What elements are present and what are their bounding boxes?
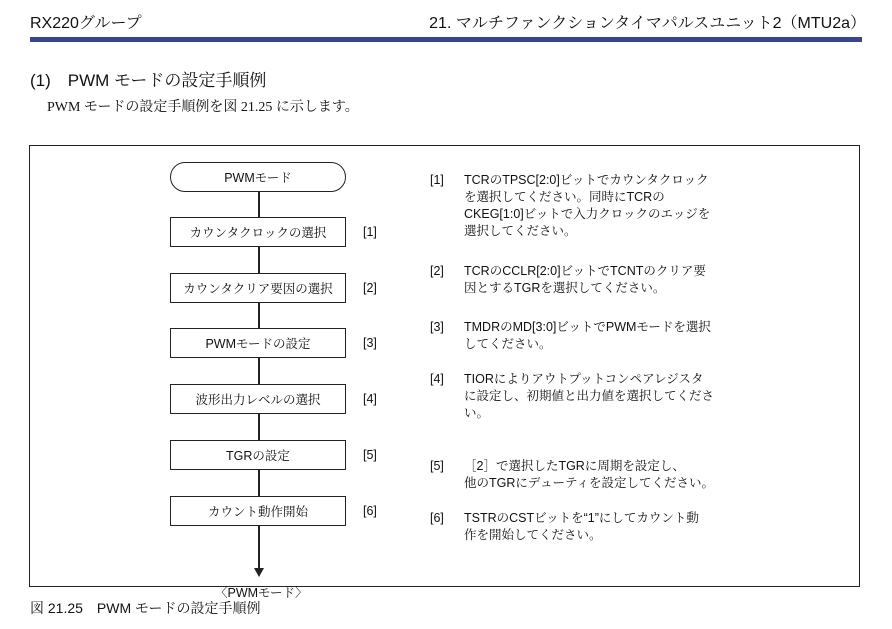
flow-step-number: [3]	[363, 336, 377, 350]
step-number: [6]	[430, 511, 444, 525]
step-line	[430, 371, 714, 388]
step-text: 他のTGRにデューティを設定してください。	[464, 476, 715, 490]
step-line	[430, 458, 714, 475]
header-product: RX220グループ	[30, 15, 142, 32]
step-line	[430, 319, 711, 336]
step-number: [5]	[430, 459, 444, 473]
flow-step-box: カウンタクリア要因の選択	[170, 273, 346, 303]
flow-step-number: [4]	[363, 392, 377, 406]
step-text: 因とするTGRを選択してください。	[464, 281, 666, 295]
step-description	[430, 371, 714, 422]
step-text: CKEG[1:0]ビットで入力クロックのエッジを	[464, 207, 711, 221]
step-text: TSTRのCSTビットを“1”にしてカウント動	[464, 511, 699, 525]
step-line	[430, 263, 706, 280]
section-title: (1) PWM モードの設定手順例	[30, 71, 267, 90]
step-description	[430, 263, 706, 297]
step-number: [4]	[430, 372, 444, 386]
step-line	[430, 336, 711, 353]
step-text: 選択してください。	[464, 224, 577, 238]
step-number: [3]	[430, 320, 444, 334]
arrow-down-icon	[254, 568, 264, 577]
step-line	[430, 527, 699, 544]
step-number: [1]	[430, 173, 444, 187]
step-text: を選択してください。同時にTCRの	[464, 190, 665, 204]
step-line	[430, 280, 706, 297]
step-line	[430, 172, 710, 189]
intro-paragraph: PWM モードの設定手順例を図 21.25 に示します。	[47, 100, 359, 115]
header-rule	[30, 37, 862, 42]
flow-step-box: TGRの設定	[170, 440, 346, 470]
flow-step-box: PWMモードの設定	[170, 328, 346, 358]
step-text: に設定し、初期値と出力値を選択してくださ	[464, 389, 715, 403]
step-text: い。	[464, 406, 490, 420]
step-text: TIORによりアウトプットコンペアレジスタ	[464, 372, 704, 386]
step-text: TMDRのMD[3:0]ビットでPWMモードを選択	[464, 320, 711, 334]
flow-end-label: 〈PWMモード〉	[215, 586, 308, 600]
flow-step-box: 波形出力レベルの選択	[170, 384, 346, 414]
flow-step-number: [6]	[363, 504, 377, 518]
step-line	[430, 388, 714, 405]
step-line	[430, 206, 710, 223]
step-description	[430, 510, 699, 544]
step-text: TCRのCCLR[2:0]ビットでTCNTのクリア要	[464, 264, 706, 278]
step-text: TCRのTPSC[2:0]ビットでカウンタクロック	[464, 173, 709, 187]
step-line	[430, 189, 710, 206]
step-text: 作を開始してください。	[464, 528, 602, 542]
step-line	[430, 405, 714, 422]
flow-step-box: カウント動作開始	[170, 496, 346, 526]
step-line	[430, 510, 699, 527]
step-description	[430, 458, 714, 492]
flow-step-number: [5]	[363, 448, 377, 462]
step-text: ［2］で選択したTGRに周期を設定し、	[464, 459, 685, 473]
header-chapter: 21. マルチファンクションタイマパルスユニット2（MTU2a）	[429, 15, 866, 32]
flow-start-terminal: PWMモード	[170, 162, 346, 192]
step-line	[430, 223, 710, 240]
step-description	[430, 319, 711, 353]
step-description	[430, 172, 710, 240]
step-text: してください。	[464, 337, 552, 351]
step-number: [2]	[430, 264, 444, 278]
flow-step-number: [2]	[363, 281, 377, 295]
flow-step-box: カウンタクロックの選択	[170, 217, 346, 247]
flow-step-number: [1]	[363, 225, 377, 239]
step-line	[430, 475, 714, 492]
figure-caption: 図 21.25 PWM モードの設定手順例	[30, 600, 261, 616]
